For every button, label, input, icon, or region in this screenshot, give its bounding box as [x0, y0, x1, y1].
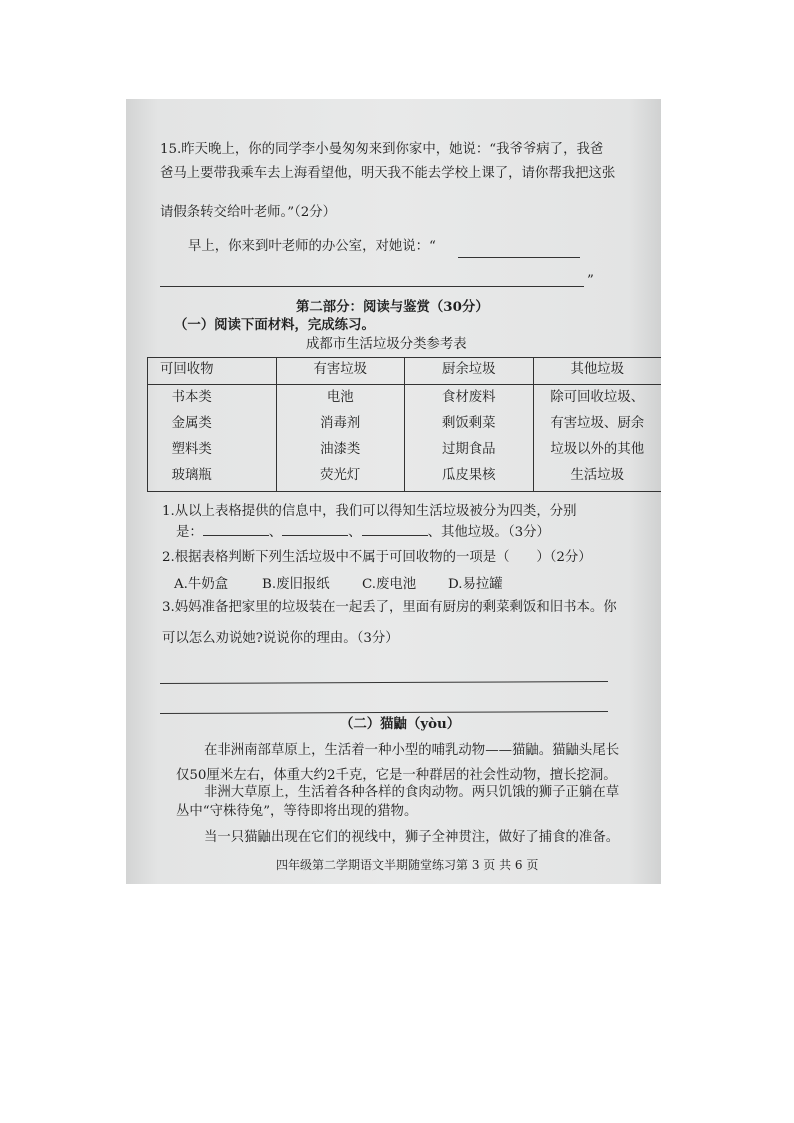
- other-cell: [533, 385, 661, 492]
- header-other: 其他垃圾: [533, 358, 661, 385]
- q2-option-b[interactable]: B.废旧报纸: [262, 577, 330, 592]
- table-body-row: [148, 385, 662, 492]
- hazardous-item: 荧光灯: [320, 468, 361, 483]
- garbage-classification-table: [147, 357, 661, 492]
- kitchen-item: 过期食品: [441, 442, 496, 457]
- q1-separator: 、: [348, 525, 362, 540]
- passage-p1-line-1: 在非洲南部草原上，生活着一种小型的哺乳动物——猫鼬。猫鼬头尾长: [204, 743, 620, 758]
- table-caption: 成都市生活垃圾分类参考表: [306, 337, 467, 352]
- q15-answer-line-2[interactable]: [160, 286, 584, 287]
- hazardous-item: 电池: [326, 390, 354, 405]
- header-recyclable: 可回收物: [148, 358, 277, 385]
- passage-p2-line-1: 非洲大草原上，生活着各种各样的食肉动物。两只饥饿的狮子正躺在草: [204, 785, 620, 800]
- q3-line-1: 3.妈妈准备把家里的垃圾装在一起丢了，里面有厨房的剩菜剩饭和旧书本。你: [162, 600, 617, 615]
- recyclable-item: 塑料类: [171, 442, 212, 457]
- header-hazardous: 有害垃圾: [276, 358, 405, 385]
- q1-prefix: 是：: [176, 525, 203, 540]
- hazardous-item: 消毒剂: [320, 416, 361, 431]
- table-header-row: [148, 358, 662, 385]
- section1-instruction: （一）阅读下面材料，完成练习。: [174, 317, 375, 333]
- other-item-text: 有害垃圾、厨余: [550, 416, 645, 431]
- q1-blank-2[interactable]: [282, 523, 348, 536]
- passage-p3-line-1: 当一只猫鼬出现在它们的视线中，狮子全神贯注，做好了捕食的准备。: [204, 830, 620, 845]
- other-item-text: 生活垃圾: [570, 468, 625, 483]
- page-footer: 四年级第二学期语文半期随堂练习第 3 页 共 6 页: [276, 858, 539, 872]
- q1-blank-1[interactable]: [203, 523, 269, 536]
- header-kitchen: 厨余垃圾: [405, 358, 534, 385]
- hazardous-cell: [276, 385, 405, 492]
- q1-blank-3[interactable]: [362, 523, 428, 536]
- q3-answer-line-2[interactable]: [160, 711, 608, 714]
- recyclable-cell: [148, 385, 277, 492]
- passage-p1-line-2: 仅50厘米左右，体重大约2千克，它是一种群居的社会性动物，擅长挖洞。: [176, 768, 617, 783]
- q1-suffix: 、其他垃圾。（3分）: [427, 525, 550, 540]
- hazardous-item: 油漆类: [320, 442, 361, 457]
- q2-option-d[interactable]: D.易拉罐: [448, 577, 503, 592]
- section2-title: （二）猫鼬（yòu）: [340, 716, 461, 732]
- q2-option-c[interactable]: C.废电池: [362, 577, 417, 592]
- q1-line-1: 1.从以上表格提供的信息中，我们可以得知生活垃圾被分为四类，分别: [162, 504, 577, 519]
- recyclable-item: 金属类: [171, 416, 212, 431]
- other-item-text: 除可回收垃圾、: [550, 390, 645, 405]
- part2-title: 第二部分：阅读与鉴赏（30分）: [296, 299, 489, 315]
- q15-answer-line-1[interactable]: [458, 257, 580, 258]
- q3-line-2: 可以怎么劝说她?说说你的理由。（3分）: [162, 631, 399, 646]
- kitchen-cell: [405, 385, 534, 492]
- q2-text: 2.根据表格判断下列生活垃圾中不属于可回收物的一项是（ ）（2分）: [162, 550, 592, 565]
- q15-line-1: 15.昨天晚上，你的同学李小曼匆匆来到你家中，她说：“我爷爷病了，我爸: [160, 142, 604, 157]
- q15-close-quote: ”: [587, 273, 594, 288]
- other-item-text: 垃圾以外的其他: [550, 442, 645, 457]
- q2-option-a[interactable]: A.牛奶盒: [174, 577, 229, 592]
- kitchen-item: 食材废料: [441, 390, 496, 405]
- q1-separator: 、: [268, 525, 283, 540]
- passage-p2-line-2: 丛中“守株待兔”，等待即将出现的猎物。: [176, 804, 418, 819]
- q15-line-2: 爸马上要带我乘车去上海看望他，明天我不能去学校上课了，请你帮我把这张: [160, 166, 616, 181]
- q1-line-2: [176, 523, 550, 542]
- exam-page: [126, 99, 661, 884]
- recyclable-item: 书本类: [171, 390, 212, 405]
- q3-answer-line-1[interactable]: [160, 681, 608, 684]
- recyclable-item: 玻璃瓶: [171, 468, 212, 483]
- q15-line-3: 请假条转交给叶老师。”（2分）: [160, 205, 337, 220]
- kitchen-item: 瓜皮果核: [441, 468, 496, 483]
- kitchen-item: 剩饭剩菜: [441, 416, 496, 431]
- q15-answer-prompt: 早上，你来到叶老师的办公室，对她说：“: [188, 239, 436, 254]
